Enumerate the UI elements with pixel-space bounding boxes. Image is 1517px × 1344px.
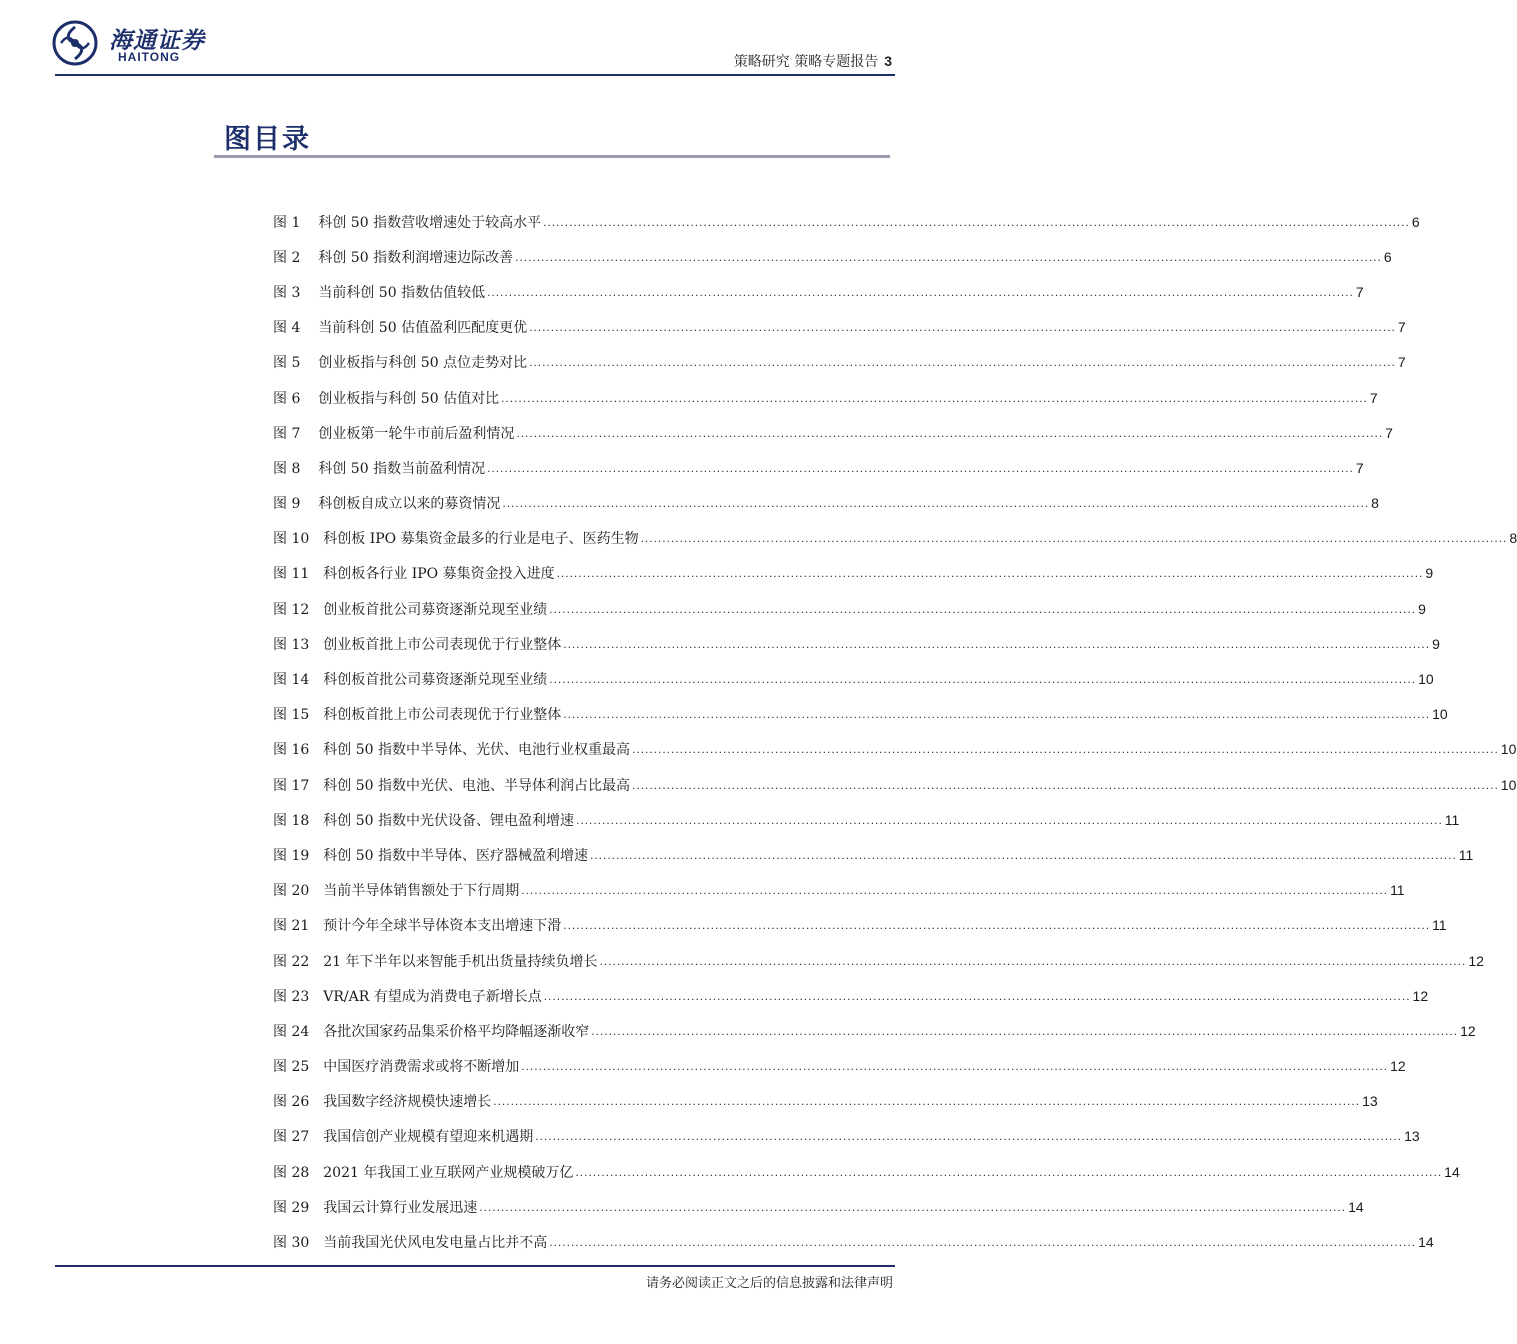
toc-figure-number: 图 3 [273,284,301,301]
toc-dot-leader: ........................................................................................................................................................................................................ [543,214,1410,229]
toc-entry[interactable] [273,1224,1434,1259]
toc-figure-title: 各批次国家药品集采价格平均降幅逐渐收窄 [323,1023,590,1040]
toc-figure-number: 图 1 [273,214,301,231]
toc-page-number: 12 [1460,1022,1476,1039]
toc-figure-title: 科创 50 指数中光伏、电池、半导体利润占比最高 [323,777,630,794]
toc-figure-title: 科创 50 指数利润增速边际改善 [318,249,514,266]
toc-figure-number: 图 17 [273,777,310,794]
toc-dot-leader: ........................................................................................................................................................................................................ [556,566,1424,581]
haitong-emblem-icon [52,20,98,66]
toc-figure-number: 图 21 [273,918,310,935]
toc-dot-leader: ........................................................................................................................................................................................................ [521,883,1389,898]
toc-entry[interactable] [273,556,1434,591]
toc-entry[interactable] [273,1189,1364,1224]
toc-dot-leader: ........................................................................................................................................................................................................ [502,496,1370,511]
toc-entry[interactable] [273,802,1460,837]
toc-entry[interactable] [273,873,1405,908]
toc-page-number: 8 [1509,530,1517,547]
toc-dot-leader: ........................................................................................................................................................................................................ [543,988,1411,1003]
toc-dot-leader: ........................................................................................................................................................................................................ [591,1023,1459,1038]
toc-figure-title: VR/AR 有望成为消费电子新增长点 [323,988,542,1005]
toc-figure-number: 图 18 [273,812,310,829]
toc-entry[interactable] [273,943,1484,978]
toc-entry[interactable] [273,1013,1476,1048]
toc-dot-leader: ........................................................................................................................................................................................................ [493,1094,1361,1109]
toc-dot-leader: ........................................................................................................................................................................................................ [535,1129,1403,1144]
toc-figure-title: 科创 50 指数中半导体、光伏、电池行业权重最高 [323,742,630,759]
toc-entry[interactable] [273,1084,1378,1119]
toc-figure-title: 科创 50 指数营收增速处于较高水平 [318,214,542,231]
toc-dot-leader: ........................................................................................................................................................................................................ [487,284,1354,299]
toc-figure-title: 预计今年全球半导体资本支出增速下滑 [323,918,562,935]
toc-figure-title: 我国数字经济规模快速增长 [323,1094,492,1111]
toc-dot-leader: ........................................................................................................................................................................................................ [529,355,1396,370]
toc-dot-leader: ........................................................................................................................................................................................................ [549,1235,1417,1250]
header-report-info [734,51,892,71]
toc-figure-number: 图 25 [273,1059,310,1076]
toc-figure-number: 图 6 [273,390,301,407]
toc-page-number: 13 [1362,1093,1378,1110]
toc-entry[interactable] [273,1154,1460,1189]
toc-figure-number: 图 11 [273,566,310,583]
toc-figure-title: 我国云计算行业发展迅速 [323,1199,478,1216]
toc-dot-leader: ........................................................................................................................................................................................................ [640,531,1508,546]
toc-dot-leader: ........................................................................................................................................................................................................ [549,672,1417,687]
toc-figure-number: 图 28 [273,1164,310,1181]
toc-figure-number: 图 29 [273,1199,310,1216]
toc-dot-leader: ........................................................................................................................................................................................................ [479,1199,1347,1214]
title-divider [214,155,890,158]
toc-dot-leader: ........................................................................................................................................................................................................ [563,707,1431,722]
toc-entry[interactable] [273,732,1517,767]
toc-figure-title: 21 年下半年以来智能手机出货量持续负增长 [323,953,598,970]
toc-figure-number: 图 10 [273,531,310,548]
toc-figure-title: 科创板首批公司募资逐渐兑现至业绩 [323,672,548,689]
toc-page-number: 7 [1369,389,1378,406]
toc-page-number: 7 [1385,424,1393,441]
toc-page-number: 11 [1390,882,1405,899]
footer-divider [55,1265,895,1267]
toc-figure-title: 当前科创 50 估值盈利匹配度更优 [318,320,528,337]
haitong-logo [52,20,222,68]
toc-figure-number: 图 22 [273,953,310,970]
toc-figure-title: 科创板自成立以来的募资情况 [318,496,501,513]
toc-entry[interactable] [273,837,1474,872]
toc-figure-number: 图 8 [273,460,301,477]
toc-figure-title: 创业板第一轮牛市前后盈利情况 [318,425,515,442]
toc-entry[interactable] [273,1119,1420,1154]
toc-page-number: 10 [1500,776,1517,793]
toc-page-number: 9 [1418,600,1426,617]
toc-figure-title: 当前科创 50 指数估值较低 [318,284,486,301]
toc-page-number: 12 [1468,952,1484,969]
toc-page-number: 12 [1412,987,1429,1004]
toc-figure-title: 当前半导体销售额处于下行周期 [323,883,520,900]
toc-figure-number: 图 26 [273,1094,310,1111]
toc-figure-number: 图 14 [273,672,310,689]
logo-chinese-name: 海通证券 [109,27,205,54]
page-title: 图目录 [224,124,311,155]
toc-figure-title: 科创板各行业 IPO 募集资金投入进度 [323,566,555,583]
toc-page-number: 11 [1444,811,1460,828]
toc-page-number: 10 [1432,706,1448,723]
toc-entry[interactable] [273,767,1517,802]
toc-figure-title: 创业板首批公司募资逐渐兑现至业绩 [323,601,548,618]
toc-entry[interactable] [273,486,1379,521]
toc-entry[interactable] [273,204,1420,239]
toc-figure-number: 图 7 [273,425,301,442]
toc-page-number: 7 [1397,354,1406,371]
toc-entry[interactable] [273,450,1364,485]
toc-figure-title: 2021 年我国工业互联网产业规模破万亿 [323,1164,574,1181]
logo-english-name: HAITONG [118,50,181,64]
toc-figure-number: 图 27 [273,1129,310,1146]
toc-figure-number: 图 2 [273,249,301,266]
toc-dot-leader: ........................................................................................................................................................................................................ [575,812,1443,827]
toc-dot-leader: ........................................................................................................................................................................................................ [516,425,1384,440]
toc-figure-title: 创业板首批上市公司表现优于行业整体 [323,636,562,653]
toc-entry[interactable] [273,978,1429,1013]
toc-page-number: 12 [1390,1058,1406,1075]
toc-dot-leader: ........................................................................................................................................................................................................ [487,460,1354,475]
toc-page-number: 11 [1432,917,1447,934]
toc-page-number: 14 [1418,1234,1434,1251]
toc-entry[interactable] [273,1049,1406,1084]
report-subtype: 策略专题报告 [794,54,879,70]
toc-page-number: 10 [1418,671,1434,688]
toc-entry[interactable] [273,239,1392,274]
toc-dot-leader: ........................................................................................................................................................................................................ [589,847,1457,862]
toc-dot-leader: ........................................................................................................................................................................................................ [563,636,1431,651]
page-number: 3 [884,53,892,69]
footer-disclaimer: 请务必阅读正文之后的信息披露和法律声明 [645,1276,893,1291]
toc-page-number: 13 [1404,1128,1420,1145]
toc-figure-number: 图 19 [273,847,310,864]
toc-entry[interactable] [273,415,1393,450]
toc-entry[interactable] [273,310,1406,345]
toc-page-number: 8 [1371,495,1379,512]
toc-page-number: 9 [1432,635,1440,652]
toc-figure-title: 我国信创产业规模有望迎来机遇期 [323,1129,534,1146]
toc-figure-number: 图 4 [273,320,301,337]
toc-dot-leader: ........................................................................................................................................................................................................ [575,1164,1443,1179]
toc-entry[interactable] [273,591,1426,626]
toc-dot-leader: ........................................................................................................................................................................................................ [599,953,1467,968]
toc-dot-leader: ........................................................................................................................................................................................................ [501,390,1368,405]
toc-figure-number: 图 15 [273,707,310,724]
header-divider [55,74,895,76]
toc-page-number: 14 [1348,1198,1364,1215]
toc-figure-number: 图 30 [273,1235,310,1252]
toc-page-number: 7 [1355,459,1364,476]
toc-entry[interactable] [273,626,1440,661]
toc-figure-title: 创业板指与科创 50 估值对比 [318,390,500,407]
page-header [0,0,950,80]
toc-entry[interactable] [273,908,1447,943]
toc-page-number: 6 [1383,248,1392,265]
report-type: 策略研究 [733,54,790,70]
toc-figure-title: 当前我国光伏风电发电量占比并不高 [323,1235,548,1252]
toc-figure-number: 图 23 [273,988,310,1005]
toc-page-number: 7 [1397,319,1406,336]
toc-page-number: 10 [1500,741,1517,758]
toc-entry[interactable] [273,274,1364,309]
toc-page-number: 9 [1425,565,1434,582]
toc-entry[interactable] [273,345,1406,380]
toc-dot-leader: ........................................................................................................................................................................................................ [521,1059,1389,1074]
toc-page-number: 11 [1458,846,1474,863]
toc-figure-title: 创业板指与科创 50 点位走势对比 [318,355,528,372]
toc-figure-number: 图 20 [273,883,310,900]
toc-entry[interactable] [273,521,1517,556]
toc-figure-number: 图 16 [273,742,310,759]
figure-table-of-contents [273,204,1517,1260]
toc-dot-leader: ........................................................................................................................................................................................................ [631,742,1499,757]
toc-figure-number: 图 12 [273,601,310,618]
toc-figure-number: 图 24 [273,1023,310,1040]
toc-dot-leader: ........................................................................................................................................................................................................ [549,601,1417,616]
toc-entry[interactable] [273,697,1448,732]
toc-dot-leader: ........................................................................................................................................................................................................ [515,249,1382,264]
toc-figure-title: 科创 50 指数当前盈利情况 [318,460,486,477]
toc-figure-title: 科创 50 指数中光伏设备、锂电盈利增速 [323,812,574,829]
toc-page-number: 7 [1355,283,1364,300]
toc-dot-leader: ........................................................................................................................................................................................................ [563,918,1431,933]
toc-page-number: 14 [1444,1163,1460,1180]
toc-dot-leader: ........................................................................................................................................................................................................ [529,320,1396,335]
toc-figure-number: 图 13 [273,636,310,653]
toc-figure-title: 科创 50 指数中半导体、医疗器械盈利增速 [323,847,588,864]
toc-figure-title: 科创板 IPO 募集资金最多的行业是电子、医药生物 [323,531,639,548]
toc-figure-number: 图 5 [273,355,301,372]
toc-entry[interactable] [273,380,1378,415]
toc-figure-title: 科创板首批上市公司表现优于行业整体 [323,707,562,724]
toc-page-number: 6 [1411,213,1420,230]
toc-dot-leader: ........................................................................................................................................................................................................ [631,777,1499,792]
toc-figure-title: 中国医疗消费需求或将不断增加 [323,1059,520,1076]
toc-entry[interactable] [273,661,1434,696]
toc-figure-number: 图 9 [273,496,301,513]
